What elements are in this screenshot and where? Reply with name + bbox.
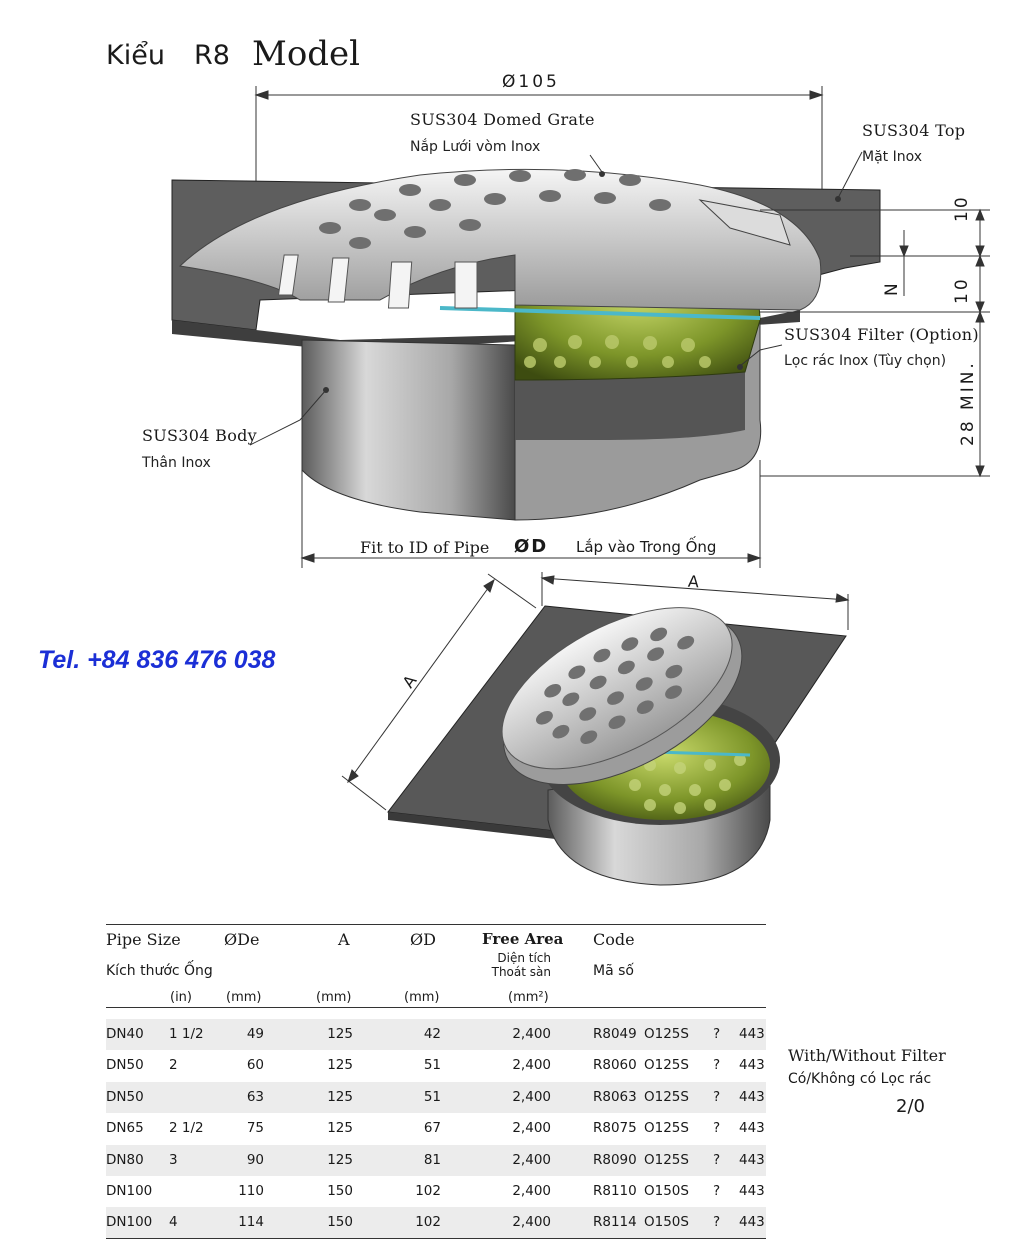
cell-a: 150 (327, 1214, 353, 1231)
unit-a: (mm) (316, 990, 352, 1005)
cell-suffix: 443 (739, 1183, 765, 1199)
header-free-area: Free Area (482, 930, 564, 948)
cell-inch: 1 1/2 (169, 1026, 204, 1042)
cell-a: 125 (327, 1026, 353, 1042)
cell-a: 125 (327, 1088, 353, 1105)
cell-d: 51 (423, 1088, 441, 1105)
cell-suffix: 443 (739, 1120, 765, 1137)
cell-dn: DN80 (106, 1151, 144, 1168)
cell-area: 2,400 (512, 1057, 551, 1074)
table-row (106, 1019, 766, 1050)
cell-area: 2,400 (512, 1088, 551, 1105)
cell-top: O125S (644, 1026, 689, 1042)
cell-area: 2,400 (512, 1214, 551, 1231)
cell-area: 2,400 (512, 1183, 551, 1199)
table-row (106, 1050, 766, 1081)
dimension-diameter-label: Ø105 (502, 72, 560, 92)
cell-d: 81 (423, 1151, 441, 1168)
fit-label-vn: Lắp vào Trong Ống (576, 538, 717, 556)
cell-filter: ? (713, 1151, 721, 1168)
cell-suffix: 443 (739, 1151, 765, 1168)
cell-de: 63 (246, 1088, 264, 1105)
contact-phone[interactable]: Tel. +84 836 476 038 (38, 646, 276, 674)
cell-dn: DN50 (106, 1057, 144, 1074)
cell-dn: DN100 (106, 1214, 153, 1231)
cell-code: R8049 (593, 1026, 637, 1042)
cell-dn: DN40 (106, 1026, 144, 1042)
table-bottom-rule (106, 1238, 766, 1239)
cell-top: O125S (644, 1151, 689, 1168)
unit-d: (mm) (404, 990, 440, 1005)
header-d: ØD (410, 930, 436, 949)
dimension-a-side: A (398, 671, 421, 692)
dimension-height-lower: 10 (952, 276, 972, 304)
cell-dn: DN50 (106, 1088, 144, 1105)
cell-suffix: 443 (739, 1026, 765, 1042)
dimension-height-upper: 10 (952, 194, 972, 222)
callout-body-vn: Thân Inox (142, 455, 211, 471)
header-de: ØDe (224, 930, 260, 949)
table-row (106, 1113, 766, 1144)
callout-filter-en: SUS304 Filter (Option) (784, 325, 979, 344)
callout-top-en: SUS304 Top (862, 121, 966, 140)
table-header-rule (106, 1007, 766, 1008)
cell-a: 125 (327, 1151, 353, 1168)
cell-top: O150S (644, 1183, 689, 1199)
cell-code: R8060 (593, 1057, 637, 1074)
cell-dn: DN65 (106, 1120, 144, 1137)
callout-filter-vn: Lọc rác Inox (Tùy chọn) (784, 353, 947, 369)
header-pipe-size-vn: Kích thước Ống (106, 963, 213, 979)
cell-area: 2,400 (512, 1026, 551, 1042)
cell-d: 51 (423, 1057, 441, 1074)
unit-area: (mm²) (508, 990, 549, 1005)
title-model-code: R8 (194, 40, 230, 71)
cell-inch: 2 (169, 1057, 178, 1074)
filter-option-en: With/Without Filter (788, 1046, 946, 1065)
cell-d: 102 (415, 1214, 441, 1231)
cell-area: 2,400 (512, 1151, 551, 1168)
cell-filter: ? (713, 1057, 721, 1074)
cell-inch: 4 (169, 1214, 178, 1231)
dimension-a-top: A (687, 571, 700, 592)
header-pipe-size: Pipe Size (106, 930, 181, 949)
cell-d: 102 (415, 1183, 441, 1199)
header-code: Code (593, 930, 635, 949)
body-section (302, 340, 515, 520)
cell-a: 150 (327, 1183, 353, 1199)
cell-de: 90 (246, 1151, 264, 1168)
cell-de: 49 (246, 1026, 264, 1042)
cell-area: 2,400 (512, 1120, 551, 1137)
fit-symbol: ØD (514, 536, 549, 557)
cell-inch: 3 (169, 1151, 178, 1168)
header-free-area-vn2: Thoát sàn (491, 965, 551, 979)
cell-code: R8090 (593, 1151, 637, 1168)
table-row (106, 1176, 766, 1207)
cell-top: O125S (644, 1120, 689, 1137)
cell-filter: ? (713, 1088, 721, 1105)
cell-top: O125S (644, 1088, 689, 1105)
callout-grate-en: SUS304 Domed Grate (410, 110, 595, 129)
cell-suffix: 443 (739, 1214, 765, 1231)
cell-top: O150S (644, 1214, 689, 1231)
cell-suffix: 443 (739, 1088, 765, 1105)
cell-code: R8075 (593, 1120, 637, 1137)
title-model-word: Model (252, 34, 361, 74)
filter-code: 2/0 (896, 1096, 925, 1117)
cell-inch: 2 1/2 (169, 1120, 204, 1137)
table-row (106, 1207, 766, 1238)
header-code-vn: Mã số (593, 963, 634, 979)
cell-d: 67 (423, 1120, 441, 1137)
callout-grate-vn: Nắp Lưới vòm Inox (410, 139, 541, 155)
cell-filter: ? (713, 1214, 721, 1231)
cell-d: 42 (423, 1026, 441, 1042)
header-free-area-vn1: Diện tích (497, 951, 551, 965)
cell-code: R8063 (593, 1088, 637, 1105)
callout-top-vn: Mặt Inox (862, 149, 923, 165)
table-top-rule (106, 924, 766, 925)
unit-in: (in) (170, 990, 192, 1005)
table-row (106, 1145, 766, 1176)
cell-filter: ? (713, 1026, 721, 1042)
cell-suffix: 443 (739, 1057, 765, 1074)
cell-top: O125S (644, 1057, 689, 1074)
cell-dn: DN100 (106, 1183, 153, 1199)
cell-de: 110 (238, 1183, 264, 1199)
unit-de: (mm) (226, 990, 262, 1005)
callout-body-en: SUS304 Body (142, 426, 258, 445)
dimension-min-depth: 28 MIN. (958, 360, 978, 446)
fit-label: Fit to ID of Pipe (360, 538, 490, 557)
title-prefix: Kiểu (106, 40, 165, 71)
cell-de: 114 (238, 1214, 264, 1231)
table-row (106, 1082, 766, 1113)
cell-filter: ? (713, 1183, 721, 1199)
cell-code: R8110 (593, 1183, 637, 1199)
filter-option-vn: Có/Không có Lọc rác (788, 1071, 932, 1087)
cell-a: 125 (327, 1120, 353, 1137)
cell-filter: ? (713, 1120, 721, 1137)
cell-a: 125 (327, 1057, 353, 1074)
cell-de: 75 (246, 1120, 264, 1137)
cell-code: R8114 (593, 1214, 637, 1231)
dimension-n: N (882, 280, 902, 296)
header-a: A (338, 930, 350, 949)
cell-de: 60 (246, 1057, 264, 1074)
